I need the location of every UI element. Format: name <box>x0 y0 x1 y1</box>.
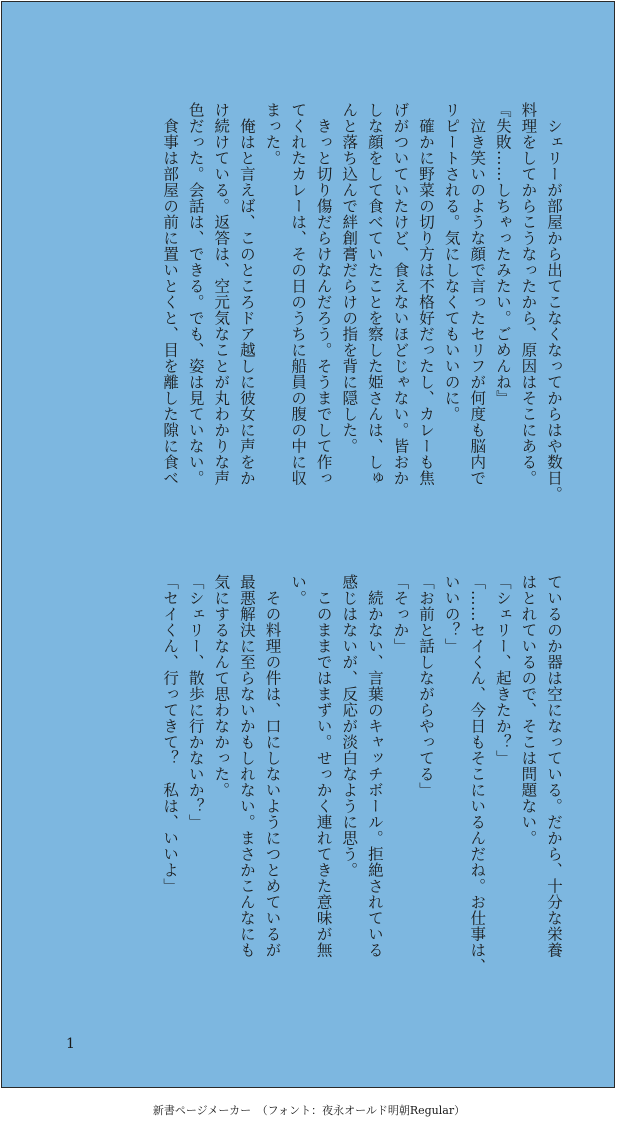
text-line: 「セイくん、行ってきて？ 私は、いいよ」 <box>161 574 180 894</box>
text-line: 「シェリー、起きたか？」 <box>493 574 512 766</box>
text-line: きっと切り傷だらけなんだろう。そうまでして作っ <box>314 102 333 486</box>
text-line: 色だった。会話は、できる。でも、姿は見ていない。 <box>186 102 205 486</box>
text-line: い。 <box>289 574 308 606</box>
text-line: 確かに野菜の切り方は不格好だったし、カレーも焦 <box>417 102 436 486</box>
text-line: 泣き笑いのような顔で言ったセリフが何度も脳内で <box>468 102 487 486</box>
text-line: 食事は部屋の前に置いとくと、目を離した隙に食べ <box>161 102 180 486</box>
text-line: 「シェリー、散歩に行かないか？」 <box>186 574 205 830</box>
text-line: 感じはないが、反応が淡白なように思う。 <box>340 574 359 878</box>
text-line: 料理をしてからこうなったから、原因はそこにある。 <box>519 102 538 486</box>
text-line: このままではまずい。せっかく連れてきた意味が無 <box>314 574 333 958</box>
text-line: 最悪解決に至らないかもしれない。まさかこんなにも <box>237 574 256 958</box>
text-line: まった。 <box>263 102 282 166</box>
text-line: その料理の件は、口にしないようにつとめているが <box>263 574 282 958</box>
lower-text-block <box>157 574 567 1006</box>
text-line: はとれているので、そこは問題ない。 <box>519 574 538 846</box>
text-line: 「お前と話しながらやってる」 <box>417 574 436 798</box>
text-line: リピートされる。気にしなくてもいいのに。 <box>442 102 461 422</box>
text-line: んと落ち込んで絆創膏だらけの指を背に隠した。 <box>340 102 359 454</box>
upper-text-block <box>157 102 567 534</box>
text-line: 続かない、言葉のキャッチボール。拒絶されている <box>365 574 384 958</box>
text-line: け続けている。返答は、空元気なことが丸わかりな声 <box>212 102 231 486</box>
text-line: 俺はと言えば、このところドア越しに彼女に声をか <box>237 102 256 486</box>
footer-credit: 新書ページメーカー （フォント：夜永オールド明朝Regular） <box>152 1104 466 1117</box>
text-line: 「……セイくん、今日もそこにいるんだね。お仕事は、 <box>468 574 487 974</box>
text-line: げがついていたけど、食えないほどじゃない。皆おか <box>391 102 410 486</box>
text-line: しな顔をして食べていたことを察した姫さんは、しゅ <box>365 102 384 486</box>
text-line: 「そっか」 <box>391 574 410 654</box>
text-line: 『失敗……しちゃったみたい。ごめんね』 <box>493 102 512 406</box>
text-line: 気にするなんて思わなかった。 <box>212 574 231 798</box>
page-number: 1 <box>66 1036 75 1052</box>
book-page <box>1 1 615 1088</box>
text-line: てくれたカレーは、その日のうちに船員の腹の中に収 <box>289 102 308 486</box>
text-line: いいの？」 <box>442 574 461 654</box>
text-line: ているのか器は空になっている。だから、十分な栄養 <box>545 574 563 958</box>
text-line: シェリーが部屋から出てこなくなってからはや数日。 <box>545 102 563 502</box>
